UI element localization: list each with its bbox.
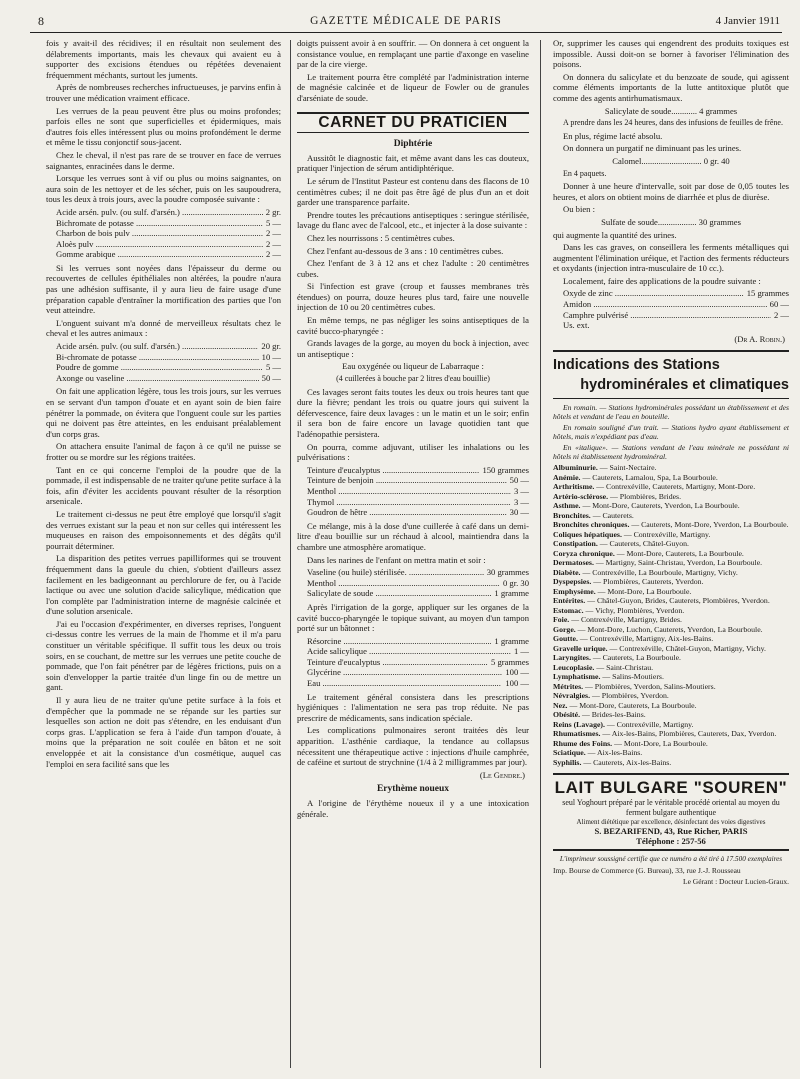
advertisement-lait-bulgare (553, 773, 789, 851)
paragraph: Lorsque les verrues sont à vif ou plus ou moins saignantes, on aura soin de les nettoyer et de les sécher, puis on les saupoudrera, tous les deux à trois jours, avec la poudre composée suivante : (46, 173, 281, 205)
paragraph: Après de nombreuses recherches infructueuses, je parvins enfin à trouver une médication vraiment efficace. (46, 82, 281, 103)
section-title-carnet: CARNET DU PRATICIEN (297, 112, 529, 134)
indications-list (553, 463, 789, 767)
paragraph: Il y aura lieu de ne traiter qu'une petite surface à la fois et d'empêcher que la pommade ne se répande sur les parties sur lesquelles son action ne doit pas s'étendre, en les enduisant d'un corps gras. L'application se fera à l'aide d'un tampon d'ouate, à moins que la préparation ne soit coulée en bâton et ne soit enveloppée et ait la consistance d'un cosmétique, auquel cas l'emploi en sera facilité sans que les (46, 695, 281, 769)
list-item: Dyspepsies. — Plombières, Cauterets, Yverdon. (553, 577, 704, 587)
recipe-row: Aloès pulv ..... 2 — (56, 239, 281, 250)
list-item: Syphilis. — Cauterets, Aix-les-Bains. (553, 757, 672, 767)
recipe-row: Charbon de bois pulv ..... 2 — (56, 228, 281, 239)
list-item: Bronchites. — Cauterets. (553, 510, 634, 520)
prescription-note: (4 cuillerées à bouche par 2 litres d'eau bouillie) (336, 374, 490, 384)
paragraph: J'ai eu l'occasion d'expérimenter, en diverses reprises, l'onguent ci-dessus contre les verrues de la main de l'homme et il m'a paru constituer un véritable spécifique. Il suffit tous les deux ou trois soirs, en se couchant, de mettre sur les verrues une petite couche de pommade, que l'on fait pénétrer par de légères frictions, puis on a soin d'envelopper la partie traitée d'un linge fin ou de mettre un gant. (46, 618, 281, 693)
recipe-row: Menthol ..... 3 — (307, 486, 529, 497)
recipe-row: Résorcine ..... 1 gramme (307, 636, 529, 647)
journal-title: GAZETTE MÉDICALE DE PARIS (310, 15, 502, 27)
paragraph: Prendre toutes les précautions antiseptiques : seringue stérilisée, lavage du flanc avec de l'alcool, etc., et injecter à la dose suivante : (297, 209, 529, 231)
list-item: Lymphatisme. — Salins-Moutiers. (553, 672, 664, 682)
ad-phone: Téléphone : 257-56 (636, 835, 706, 846)
recipe-row: Salicylate de soude ..... 1 gramme (307, 588, 529, 599)
paragraph: En même temps, ne pas négliger les soins antiseptiques de la cavité bucco-pharyngée : (297, 315, 529, 336)
paragraph: Ce mélange, mis à la dose d'une cuillerée à café dans un demi-litre d'eau bouillie sur un réchaud à alcool, maintiendra dans la chambre une atmosphère aromatique. (297, 520, 529, 552)
list-item: Rhume des Foins. — Mont-Dore, La Bourboule. (553, 738, 708, 748)
list-item: Laryngites. — Cauterets, La Bourboule. (553, 653, 681, 663)
list-item: Constipation. — Cauterets, Châtel-Guyon. (553, 539, 690, 549)
section-title-indications: Indications des Stations hydrominérales et climatiques (553, 350, 789, 399)
list-item: Reins (Lavage). — Contrexéville, Martigny. (553, 719, 694, 729)
paragraph: L'onguent suivant m'a donné de merveilleux résultats chez le cheval et les autres animaux : (46, 317, 281, 339)
ad-tagline: seul Yoghourt préparé par le véritable procédé oriental au moyen du ferment bulgare authentique (562, 798, 780, 818)
paragraph: Si les verrues sont noyées dans l'épaisseur du derme ou recouvertes de cellules épithéliales non altérées, la poudre n'aura pas une adhésion suffisante, il y aura lieu de faire usage d'une préparation capable d'entraîner la mortification des parties que l'on veut atteindre. (46, 262, 281, 316)
paragraph: Donner à une heure d'intervalle, soit par dose de 0,05 toutes les heures, et alors on obtient moins de diarrhée et plus de diurèse. (553, 181, 789, 202)
paragraph: Ces lavages seront faits toutes les deux ou trois heures tant que dure la fièvre; pendant les trois ou quatre jours qui suivent la défervescence, faire deux lavages : un le matin et un le soir; enfin il sera bon de faire encore un lavage quotidien tant que l'adénopathie persistera. (297, 386, 529, 439)
recipe-row: Acide arsén. pulv. (ou sulf. d'arsén.) ..... 2 gr. (56, 207, 281, 218)
prescription-line: Calomel............................ 0 gr. 40 (612, 155, 730, 166)
paragraph: Les verrues de la peau peuvent être plus ou moins profondes; parfois elles ne sont que superficielles et épidermiques, mais d'autres fois elles intéressent plus ou moins profondément le derme et même le tissu conjonctif sous-jacent. (46, 105, 281, 148)
paragraph: On fait une application légère, tous les trois jours, sur les verrues en se servant d'un tampon d'ouate et en ayant soin de bien faire pénétrer la pommade, on évitera que l'onguent coule sur les parties qui ne doivent pas être atteintes, en les enduisant préalablement d'un corps gras. (46, 386, 281, 439)
recipe-powder-zinc (563, 288, 789, 330)
paragraph: Les complications pulmonaires seront traitées dès leur apparition. L'asthénie cardiaque, la tendance au collapsus nécessitent une thérapeutique active : injections d'huile camphrée, de caféine et surtout de strychnine (1/4 à 2 milligrammes par jour). (297, 725, 529, 768)
ad-description: Aliment diététique par excellence, désinfectant des voies digestives (576, 817, 766, 826)
paragraph: On donnera un purgatif ne diminuant pas les urines. (563, 143, 742, 154)
list-item: Névralgies. — Plombières, Yverdon. (553, 691, 669, 701)
subsection-title-diphterie: Diphtérie (393, 139, 433, 150)
print-run-notice: L'imprimeur soussigné certifie que ce numéro a été tiré à 17.500 exemplaires (559, 855, 783, 864)
recipe-row: Eau ..... 100 — (307, 678, 529, 689)
author-signature: (Dr A. Robin.) (734, 333, 785, 344)
paragraph: Chez l'enfant de 3 à 12 ans et chez l'adulte : 20 centimètres cubes. (297, 258, 529, 279)
recipe-row: Glycérine ..... 100 — (307, 667, 529, 678)
recipe-topical (307, 636, 529, 689)
list-item: Gravelle urique. — Contrexéville, Châtel-Guyon, Martigny, Vichy. (553, 643, 766, 653)
paragraph: Si l'infection est grave (croup et fausses membranes très étendues) on pourra, douze heures plus tard, faire une nouvelle injection de 10 ou 20 centimètres cubes. (297, 281, 529, 313)
recipe-nasal (307, 567, 529, 599)
list-item: Albuminurie. — Saint-Nectaire. (553, 463, 657, 473)
paragraph: Dans les cas graves, on conseillera les ferments métalliques qui augmentent l'élimination uréique, et l'action des ferments réducteurs et oxydants (injection intra-musculaire de 10 cc.). (553, 242, 789, 274)
recipe-powder (56, 207, 281, 260)
list-item: Estomac. — Vichy, Plombières, Yverdon. (553, 605, 685, 615)
recipe-row: Menthol ..... 0 gr. 30 (307, 578, 529, 589)
list-item: Nez. — Mont-Dore, Cauterets, La Bourboule. (553, 700, 697, 710)
paragraph: Dans les narines de l'enfant on mettra matin et soir : (307, 554, 486, 565)
paragraph: Chez le cheval, il n'est pas rare de se trouver en face de verrues saignantes, enracinées dans le derme. (46, 149, 281, 171)
recipe-row: Acide arsén. pulv. (ou sulf. d'arsén.) ..... 20 gr. (56, 341, 281, 352)
printer-line: Imp. Bourse de Commerce (G. Bureau), 33, rue J.-J. Rousseau (553, 866, 741, 876)
paragraph: fois y avait-il des récidives; il en résultait non seulement des délabrements importants, mais les chevaux qui avaient eu à supporter des excisions étendues ou répétées devenaient fréquemment méchants, surtout les juments. (46, 38, 281, 80)
list-item: Coliques hépatiques. — Contrexéville, Martigny. (553, 529, 711, 539)
list-item: Bronchites chroniques. — Cauterets, Mont-Dore, Yverdon, La Bourboule. (553, 520, 789, 530)
recipe-row: Bichromate de potasse ..... 5 — (56, 218, 281, 229)
issue-date: 4 Janvier 1911 (715, 15, 780, 27)
list-item: Coryza chronique. — Mont-Dore, Cauterets, La Bourboule. (553, 548, 744, 558)
paragraph: A l'origine de l'érythème noueux il y a une intoxication générale. (297, 798, 529, 819)
recipe-row: Axonge ou vaseline ..... 50 — (56, 373, 281, 384)
list-item: Dermatoses. — Martigny, Saint-Christau, Yverdon, La Bourboule. (553, 558, 763, 568)
list-item: Entérites. — Châtel-Guyon, Brides, Cauterets, Plombières, Yverdon. (553, 596, 770, 606)
paragraph: Grands lavages de la gorge, au moyen du bock à injection, avec un antiseptique : (297, 338, 529, 359)
list-item: Emphysème. — Mont-Dore, La Bourboule. (553, 586, 692, 596)
column-rule (540, 40, 541, 1068)
prescription-line: Sulfate de soude.................. 30 grammes (601, 216, 741, 227)
recipe-row: Goudron de hêtre ..... 30 — (307, 507, 529, 518)
recipe-inhalation (307, 465, 529, 518)
paragraph: Tant en ce qui concerne l'emploi de la poudre que de la pommade, il est indispensable de ne traiter qu'une petite surface à la fois, afin d'éviter les accidents pouvant résulter de la résorption arsenicale. (46, 464, 281, 507)
page-header (30, 10, 782, 33)
paragraph: Le traitement pourra être complété par l'administration interne de magnésie calcinée et de liqueur de Fowler ou de granules d'arséniate de soude. (297, 71, 529, 103)
list-item: Obésité. — Brides-les-Bains. (553, 710, 646, 720)
list-item: Rhumatismes. — Aix-les-Bains, Plombières, Cauterets, Dax, Yverdon. (553, 729, 777, 739)
prescription-note: A prendre dans les 24 heures, dans des infusions de feuilles de frêne. (563, 118, 783, 128)
paragraph: Or, supprimer les causes qui engendrent des produits toxiques est impossible. Aussi doit-on se borner à favoriser l'élimination des poisons. (553, 38, 789, 70)
paragraph: Aussitôt le diagnostic fait, et même avant dans les cas douteux, pratiquer l'injection de sérum antidiphtérique. (297, 152, 529, 174)
prescription-note: En 4 paquets. (563, 168, 607, 178)
list-item: Arthritisme. — Contrexéville, Cauterets, Martigny, Mont-Dore. (553, 482, 756, 492)
column-2 (297, 38, 529, 1072)
list-item: Goutte. — Contrexéville, Martigny, Aix-les-Bains. (553, 634, 714, 644)
paragraph: qui augmente la quantité des urines. (553, 229, 677, 240)
list-item: Sciatique. — Aix-les-Bains. (553, 748, 643, 758)
recipe-row: Oxyde de zinc ..... 15 grammes (563, 288, 789, 299)
paragraph: Chez l'enfant au-dessous de 3 ans : 10 centimètres cubes. (307, 245, 504, 256)
list-item: Métrites. — Plombières, Yverdon, Salins-Moutiers. (553, 681, 716, 691)
list-item: Gorge. — Mont-Dore, Luchon, Cauterets, Yverdon, La Bourboule. (553, 624, 763, 634)
list-item: Foie. — Contrexéville, Martigny, Brides. (553, 615, 682, 625)
recipe-row: Teinture de benjoin ..... 50 — (307, 475, 529, 486)
paragraph: doigts puissent avoir à en souffrir. — On donnera à cet onguent la consistance voulue, en remplaçant une partie d'axonge en vaseline par de la cire vierge. (297, 38, 529, 70)
paragraph: La disparition des petites verrues papilliformes qui se trouvent fréquemment dans la gueule du chien, s'obtient d'ailleurs assez facilement en les badigeonnant au perchlorure de fer, ou à l'acide lactique ou avec une solution d'acide salicylique, médication que l'on complète par l'administration interne de magnésie calcinée et d'une solution arsenicale. (46, 553, 281, 617)
paragraph: Le traitement ci-dessus ne peut être employé que lorsqu'il s'agit des verrues existant sur la peau et non sur celles qui intéressent les muqueuses en raison des empoisonnements et des dégâts qu'il pourrait déterminer. (46, 508, 281, 551)
paragraph: Le sérum de l'Institut Pasteur est contenu dans des flacons de 10 centimètres cubes; il ne doit pas être âgé de plus d'un an et doit garder une transparence parfaite. (297, 175, 529, 208)
paragraph: Localement, faire des applications de la poudre suivante : (563, 275, 761, 286)
recipe-row: Camphre pulvérisé ..... 2 — (563, 310, 789, 321)
recipe-row: Acide salicylique ..... 1 — (307, 646, 529, 657)
prescription-line: Salicylate de soude............ 4 grammes (604, 105, 738, 116)
list-item: Asthme. — Mont-Dore, Cauterets, Yverdon, La Bourboule. (553, 501, 740, 511)
recipe-row: Gomme arabique ..... 2 — (56, 249, 281, 260)
list-item: Anémie. — Cauterets, Lamalou, Spa, La Bourboule. (553, 472, 718, 482)
paragraph: Chez les nourrissons : 5 centimètres cubes. (307, 232, 455, 243)
list-item: Leucoplasie. — Saint-Christau. (553, 662, 654, 672)
recipe-usage: Us. ext. (563, 320, 590, 331)
author-signature: (Le Gendre.) (479, 769, 525, 780)
editor-line: Le Gérant : Docteur Lucien-Graux. (683, 877, 789, 887)
recipe-row: Thymol ..... 3 — (307, 497, 529, 508)
column-3 (553, 38, 789, 1072)
recipe-ointment (56, 341, 281, 383)
paragraph: On attachera ensuite l'animal de façon à ce qu'il ne puisse se frotter ou se mordre sur les régions traitées. (46, 441, 281, 462)
prescription-line: Eau oxygénée ou liqueur de Labarraque : (342, 361, 484, 372)
recipe-row: Bi-chromate de potasse ..... 10 — (56, 352, 281, 363)
paragraph: On pourra, comme adjuvant, utiliser les inhalations ou les pulvérisations : (297, 441, 529, 463)
indications-legend: En romain. — Stations hydrominérales possédant un établissement et des hôtels et vendant de l'eau en bouteille. En romain souligné d'un trait. — Stations hydro ayant établissement et hôtels, mais n'expédiant pas d'eau. En «italique». — Stations vendant de l'eau minérale ne possédant ni hôtels ni établissement hydrominéral. (553, 403, 789, 462)
paragraph: Ou bien : (563, 204, 595, 215)
recipe-row: Vaseline (ou huile) stérilisée. ..... 30 grammes (307, 567, 529, 578)
list-item: Artério-sclérose. — Plombières, Brides. (553, 491, 682, 501)
list-item: Diabète. — Contrexéville, La Bourboule, Martigny, Vichy. (553, 567, 738, 577)
recipe-row: Teinture d'eucalyptus ..... 150 grammes (307, 465, 529, 476)
paragraph: Le traitement général consistera dans les prescriptions hygiéniques : l'alimentation ne sera pas trop réduite. Ne pas prescrire de médicaments, sans indication spéciale. (297, 691, 529, 723)
column-1 (46, 38, 281, 1072)
recipe-row: Teinture d'eucalyptus ..... 5 grammes (307, 657, 529, 668)
recipe-row: Amidon ..... 60 — (563, 299, 789, 310)
ad-title: LAIT BULGARE "SOUREN" (554, 778, 788, 798)
ad-address: S. BEZARIFEND, 43, Rue Richer, PARIS (594, 826, 748, 837)
recipe-row: Poudre de gomme ..... 5 — (56, 362, 281, 373)
paragraph: On donnera du salicylate et du benzoate de soude, qui agissent comme éléments importants de la lutte antitoxique plutôt que comme des agents antirhumatismaux. (553, 71, 789, 103)
paragraph: Après l'irrigation de la gorge, appliquer sur les organes de la cavité bucco-pharyngée le topique suivant, au moyen d'un tampon porté sur un bâtonnet : (297, 601, 529, 634)
subsection-title-erytheme: Erythème noueux (376, 784, 450, 795)
paragraph: En plus, régime lacté absolu. (563, 130, 663, 141)
page-number: 8 (38, 14, 44, 28)
column-rule (290, 40, 291, 1068)
